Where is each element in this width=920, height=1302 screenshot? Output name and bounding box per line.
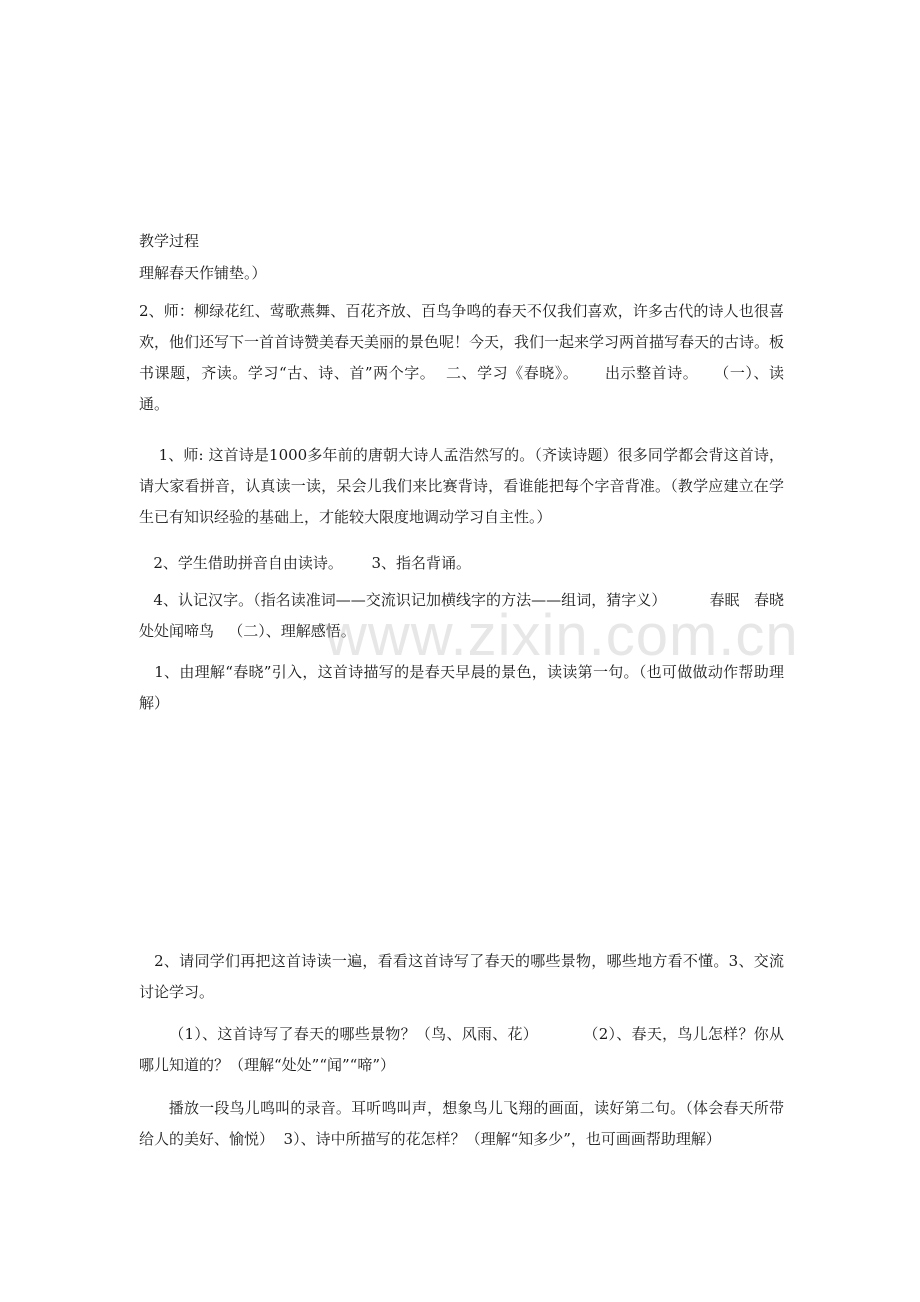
paragraph-5: 4、认记汉字。（指名读准词——交流识记加横线字的方法——组词，猜字义） 春眠 春晓处处闻啼鸟 （二）、理解感悟。 xyxy=(139,591,784,640)
paragraph-4: 2、学生借助拼音自由读诗。 3、指名背诵。 xyxy=(139,554,472,572)
section-heading: 教学过程 xyxy=(139,232,200,250)
paragraph-9: 播放一段鸟儿鸣叫的录音。耳听鸣叫声，想象鸟儿飞翔的画面，读好第二句。（体会春天所带给人的美好、愉悦） 3）、诗中所描写的花怎样？（理解“知多少”，也可画画帮助理解） xyxy=(139,1099,785,1148)
paragraph-1: 理解春天作铺垫。） xyxy=(139,264,267,282)
paragraph-2: 2、师：柳绿花红、莺歌燕舞、百花齐放、百鸟争鸣的春天不仅我们喜欢，许多古代的诗人也很喜欢，他们还写下一首首诗赞美春天美丽的景色呢！今天，我们一起来学习两首描写春天的古诗。板书课题，齐读。学习“古、诗、首”两个字。 二、学习《春晓》。 出示整首诗。 （一）、读通。 xyxy=(139,302,785,413)
paragraph-8: （1）、这首诗写了春天的哪些景物？（鸟、风雨、花） （2）、春天，鸟儿怎样？你从哪儿知道的？（理解“处处”“闻”“啼”） xyxy=(139,1025,785,1074)
watermark: www.zixin.com.cn xyxy=(325,603,799,668)
paragraph-7: 2、请同学们再把这首诗读一遍，看看这首诗写了春天的哪些景物，哪些地方看不懂。3、交流讨论学习。 xyxy=(139,952,785,1001)
paragraph-6: 1、由理解“春晓”引入，这首诗描写的是春天早晨的景色，读读第一句。（也可做做动作帮助理解） xyxy=(139,663,784,712)
paragraph-3: 1、师: 这首诗是1000多年前的唐朝大诗人孟浩然写的。（齐读诗题）很多同学都会背这首诗，请大家看拼音，认真读一读，呆会儿我们来比赛背诗，看谁能把每个字音背准。（教学应建立在学生已有知识经验的基础上，才能较大限度地调动学习自主性。） xyxy=(139,446,784,526)
